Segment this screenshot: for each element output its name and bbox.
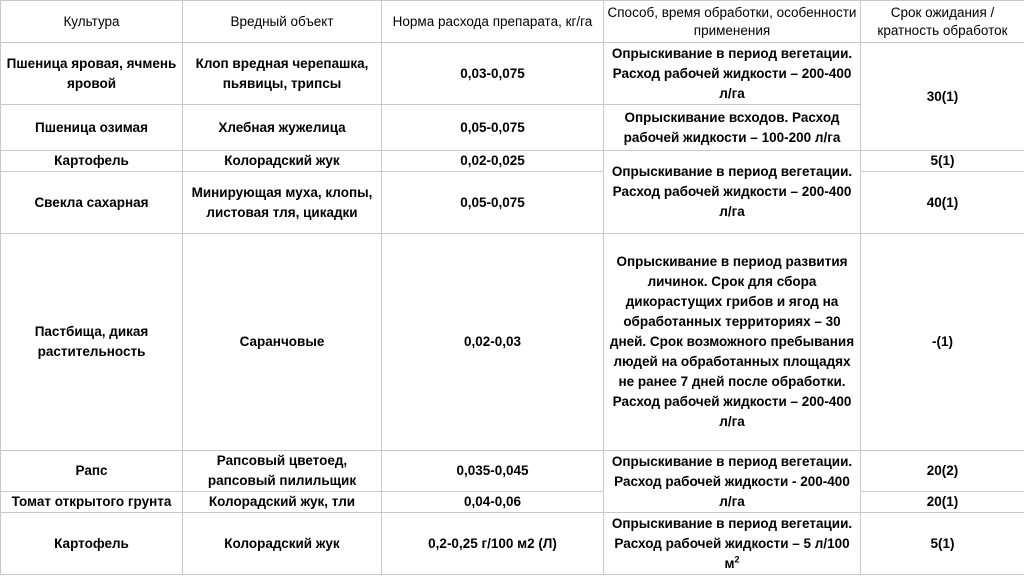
pest-cell: Клоп вредная черепашка, пьявицы, трипсы [183, 43, 382, 105]
rate-cell: 0,02-0,03 [382, 234, 604, 451]
pest-cell: Колорадский жук [183, 151, 382, 172]
waiting-period-cell: 20(2) [861, 451, 1024, 492]
waiting-period-cell: 5(1) [861, 151, 1024, 172]
culture-cell: Картофель [1, 151, 183, 172]
rate-cell: 0,035-0,045 [382, 451, 604, 492]
method-cell: Опрыскивание всходов. Расход рабочей жидкости – 100-200 л/га [604, 105, 861, 151]
method-cell [604, 513, 861, 575]
table-row [1, 151, 1024, 172]
method-cell: Опрыскивание в период вегетации. Расход рабочей жидкости – 200-400 л/га [604, 151, 861, 234]
rate-cell: 0,03-0,075 [382, 43, 604, 105]
culture-cell: Свекла сахарная [1, 172, 183, 234]
header-culture: Культура [1, 1, 183, 43]
method-cell: Опрыскивание в период вегетации. Расход рабочей жидкости – 200-400 л/га [604, 43, 861, 105]
waiting-period-cell: 30(1) [861, 43, 1024, 151]
culture-cell: Пастбища, дикая растительность [1, 234, 183, 451]
pest-cell: Саранчовые [183, 234, 382, 451]
header-pest: Вредный объект [183, 1, 382, 43]
culture-cell: Рапс [1, 451, 183, 492]
table-row [1, 172, 1024, 234]
pest-cell: Рапсовый цветоед, рапсовый пилильщик [183, 451, 382, 492]
rate-cell: 0,05-0,075 [382, 172, 604, 234]
method-cell: Опрыскивание в период развития личинок. Срок для сбора дикорастущих грибов и ягод на обработанных территориях – 30 дней. Срок возможного пребывания людей на обработанных площадях не ранее 7 дней после обработки. Расход рабочей жидкости – 200-400 л/га [604, 234, 861, 451]
table-header-row [1, 1, 1024, 43]
waiting-period-cell: 20(1) [861, 492, 1024, 513]
pest-cell: Хлебная жужелица [183, 105, 382, 151]
waiting-period-cell: 5(1) [861, 513, 1024, 575]
table-row [1, 492, 1024, 513]
table-row [1, 513, 1024, 575]
pest-cell: Колорадский жук, тли [183, 492, 382, 513]
header-rate: Норма расхода препарата, кг/га [382, 1, 604, 43]
waiting-period-cell: 40(1) [861, 172, 1024, 234]
waiting-period-cell: -(1) [861, 234, 1024, 451]
method-cell: Опрыскивание в период вегетации. Расход рабочей жидкости - 200-400 л/га [604, 451, 861, 513]
culture-cell: Томат открытого грунта [1, 492, 183, 513]
square-unit-superscript: 2 [734, 554, 740, 564]
rate-cell: 0,04-0,06 [382, 492, 604, 513]
table-row [1, 43, 1024, 105]
culture-cell: Пшеница яровая, ячмень яровой [1, 43, 183, 105]
rate-cell: 0,02-0,025 [382, 151, 604, 172]
pest-cell: Минирующая муха, клопы, листовая тля, цикадки [183, 172, 382, 234]
method-text: Опрыскивание в период вегетации. Расход рабочей жидкости – 5 л/100 м [611, 515, 853, 571]
rate-cell: 0,05-0,075 [382, 105, 604, 151]
header-waiting-period: Срок ожидания / кратность обработок [861, 1, 1024, 43]
culture-cell: Пшеница озимая [1, 105, 183, 151]
table-row [1, 451, 1024, 492]
culture-cell: Картофель [1, 513, 183, 575]
table-row [1, 234, 1024, 451]
rate-cell: 0,2-0,25 г/100 м2 (Л) [382, 513, 604, 575]
pest-cell: Колорадский жук [183, 513, 382, 575]
header-method: Способ, время обработки, особенности применения [604, 1, 861, 43]
